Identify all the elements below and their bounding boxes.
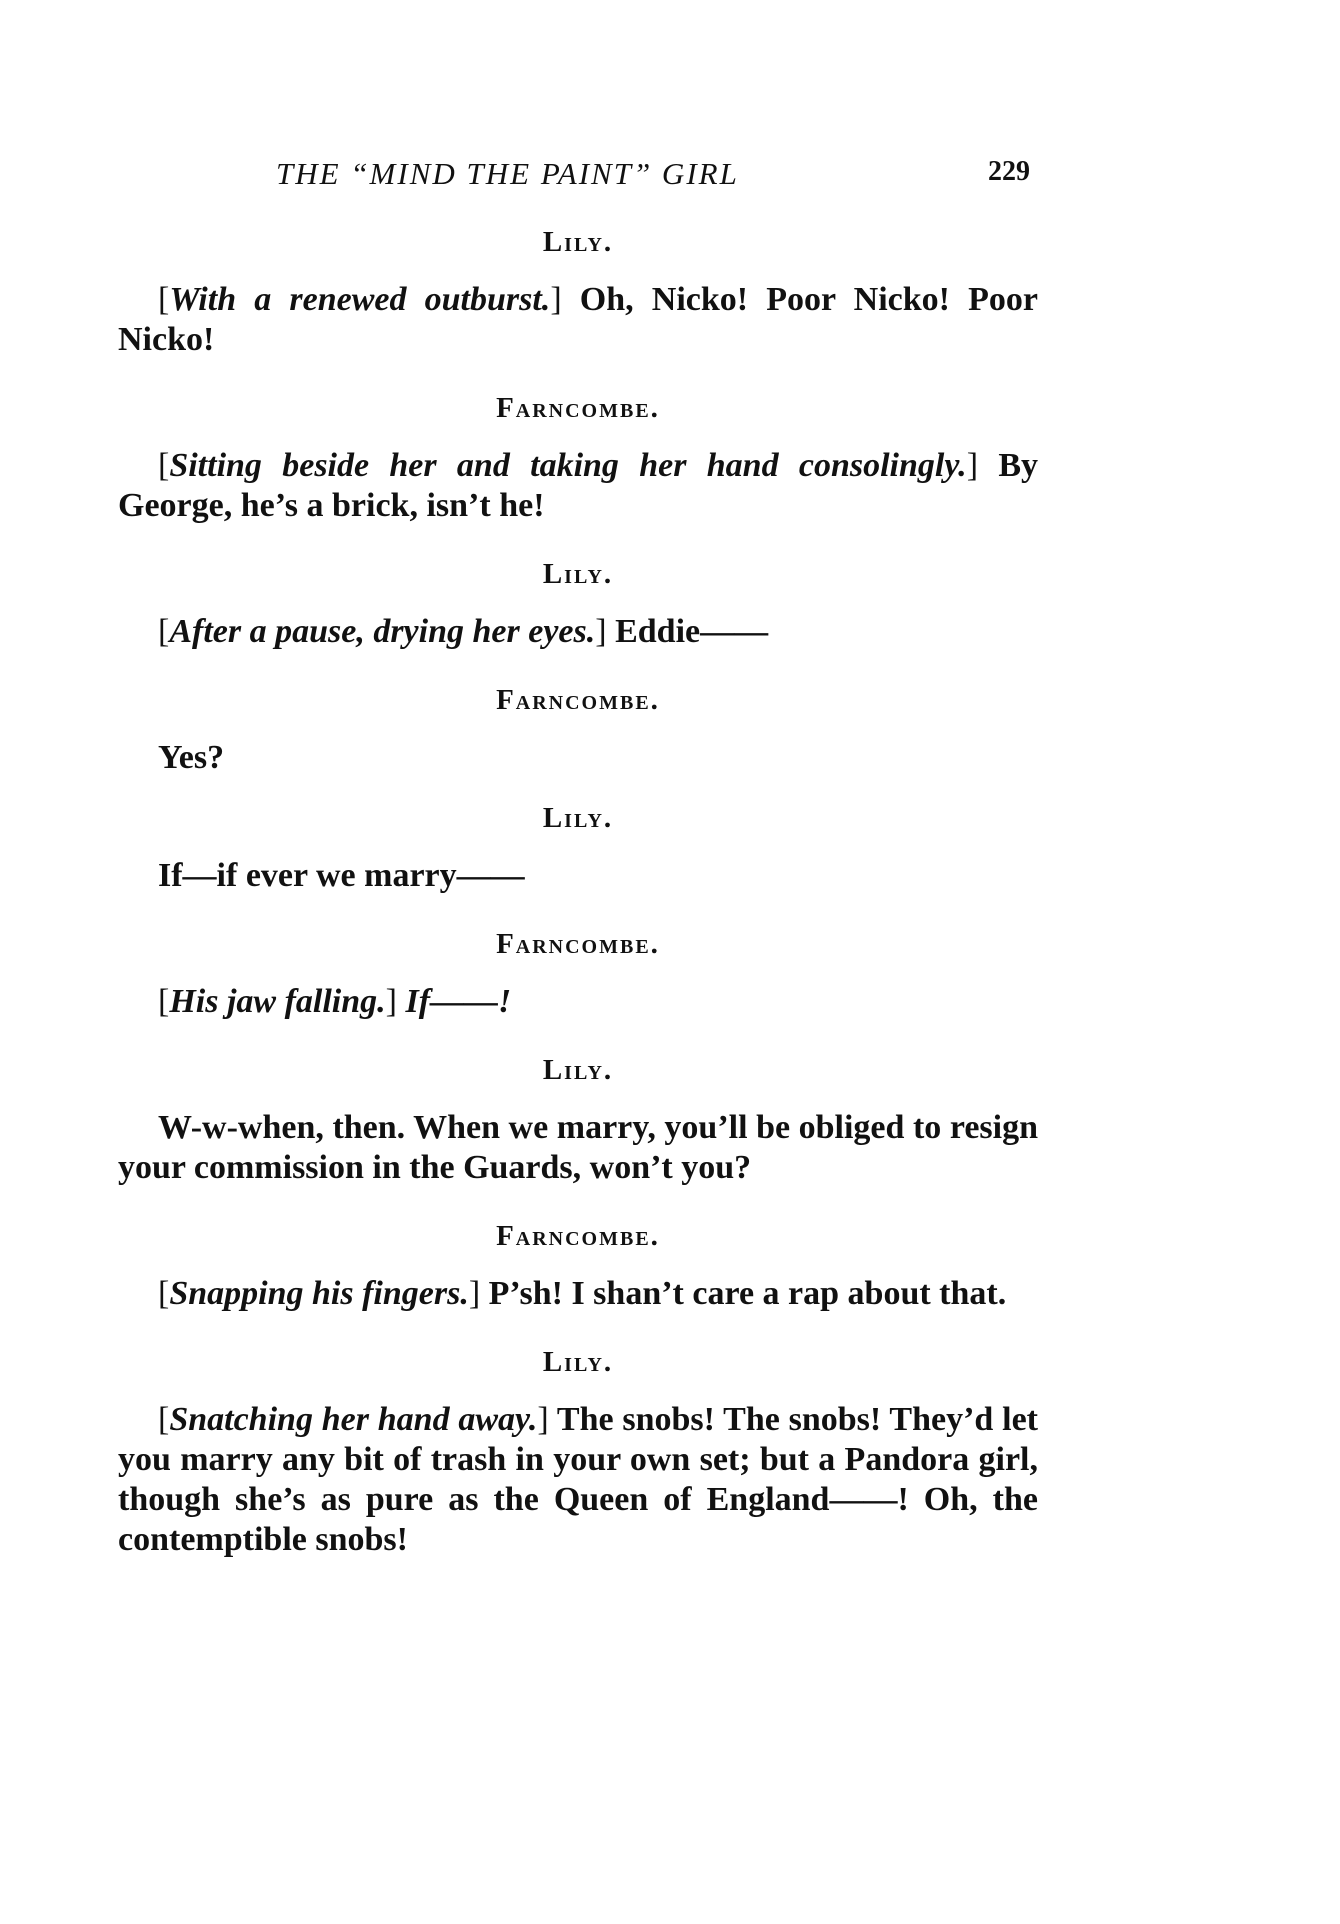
speech-text: Eddie—— [615, 613, 769, 650]
speech: [With a renewed outburst.] Oh, Nicko! Poor Nicko! Poor Nicko! [118, 281, 1038, 358]
speech: [After a pause, drying her eyes.] Eddie—— [158, 613, 769, 650]
speech [118, 856, 1038, 896]
stage-direction: Sitting beside her and taking her hand consolingly. [169, 447, 967, 484]
stage-direction: Snapping his fingers. [169, 1275, 469, 1312]
speech-text: P’sh! I shan’t care a rap about that. [488, 1275, 1007, 1312]
speech-text: If—if ever we marry—— [158, 857, 525, 894]
speaker-name: Lily. [542, 558, 614, 590]
speaker-name: Lily. [542, 226, 614, 258]
speech: [Snapping his fingers.] P’sh! I shan’t care a rap about that. [158, 1275, 1007, 1312]
speech: [His jaw falling.] If——! [158, 983, 512, 1020]
speech: [Sitting beside her and taking her hand consolingly.] By George, he’s a brick, isn’t he! [118, 447, 1039, 524]
speech-text: By George, he’s a brick, isn’t he! [118, 447, 1039, 524]
speaker-name: Lily. [542, 802, 614, 834]
speech-text: If——! [405, 983, 512, 1020]
page-header [270, 152, 1030, 202]
stage-direction: After a pause, drying her eyes. [169, 613, 596, 650]
speech-text: The snobs! The snobs! They’d let you marry any bit of trash in your own set; but a Pandora girl, though she’s as pure as the Queen of England——! Oh, the contemptible snobs! [118, 1401, 1038, 1558]
speaker-name: Farncombe. [496, 1220, 660, 1252]
stage-direction: His jaw falling. [169, 983, 386, 1020]
speaker-name: Farncombe. [496, 928, 660, 960]
speech-text: Yes? [158, 739, 225, 776]
speech [118, 1108, 1038, 1188]
speaker-name: Farncombe. [496, 392, 660, 424]
speaker-name: Farncombe. [496, 684, 660, 716]
stage-direction: With a renewed outburst. [169, 281, 551, 318]
speech [118, 738, 1038, 778]
dialogue [118, 222, 1038, 1588]
stage-direction: Snatching her hand away. [169, 1401, 538, 1438]
speech-text: W-w-when, then. When we marry, you’ll be obliged to resign your commission in the Guards, won’t you? [118, 1109, 1038, 1186]
running-title: THE “MIND THE PAINT” GIRL [276, 156, 739, 191]
speech: [Snatching her hand away.] The snobs! The snobs! They’d let you marry any bit of trash in your own set; but a Pandora girl, though she’s as pure as the Queen of England——! Oh, the contemptible snobs! [118, 1401, 1038, 1558]
speaker-name: Lily. [542, 1054, 614, 1086]
speaker-name: Lily. [542, 1346, 614, 1378]
speech-text: Oh, Nicko! Poor Nicko! Poor Nicko! [118, 281, 1038, 358]
page-number: 229 [988, 156, 1030, 187]
